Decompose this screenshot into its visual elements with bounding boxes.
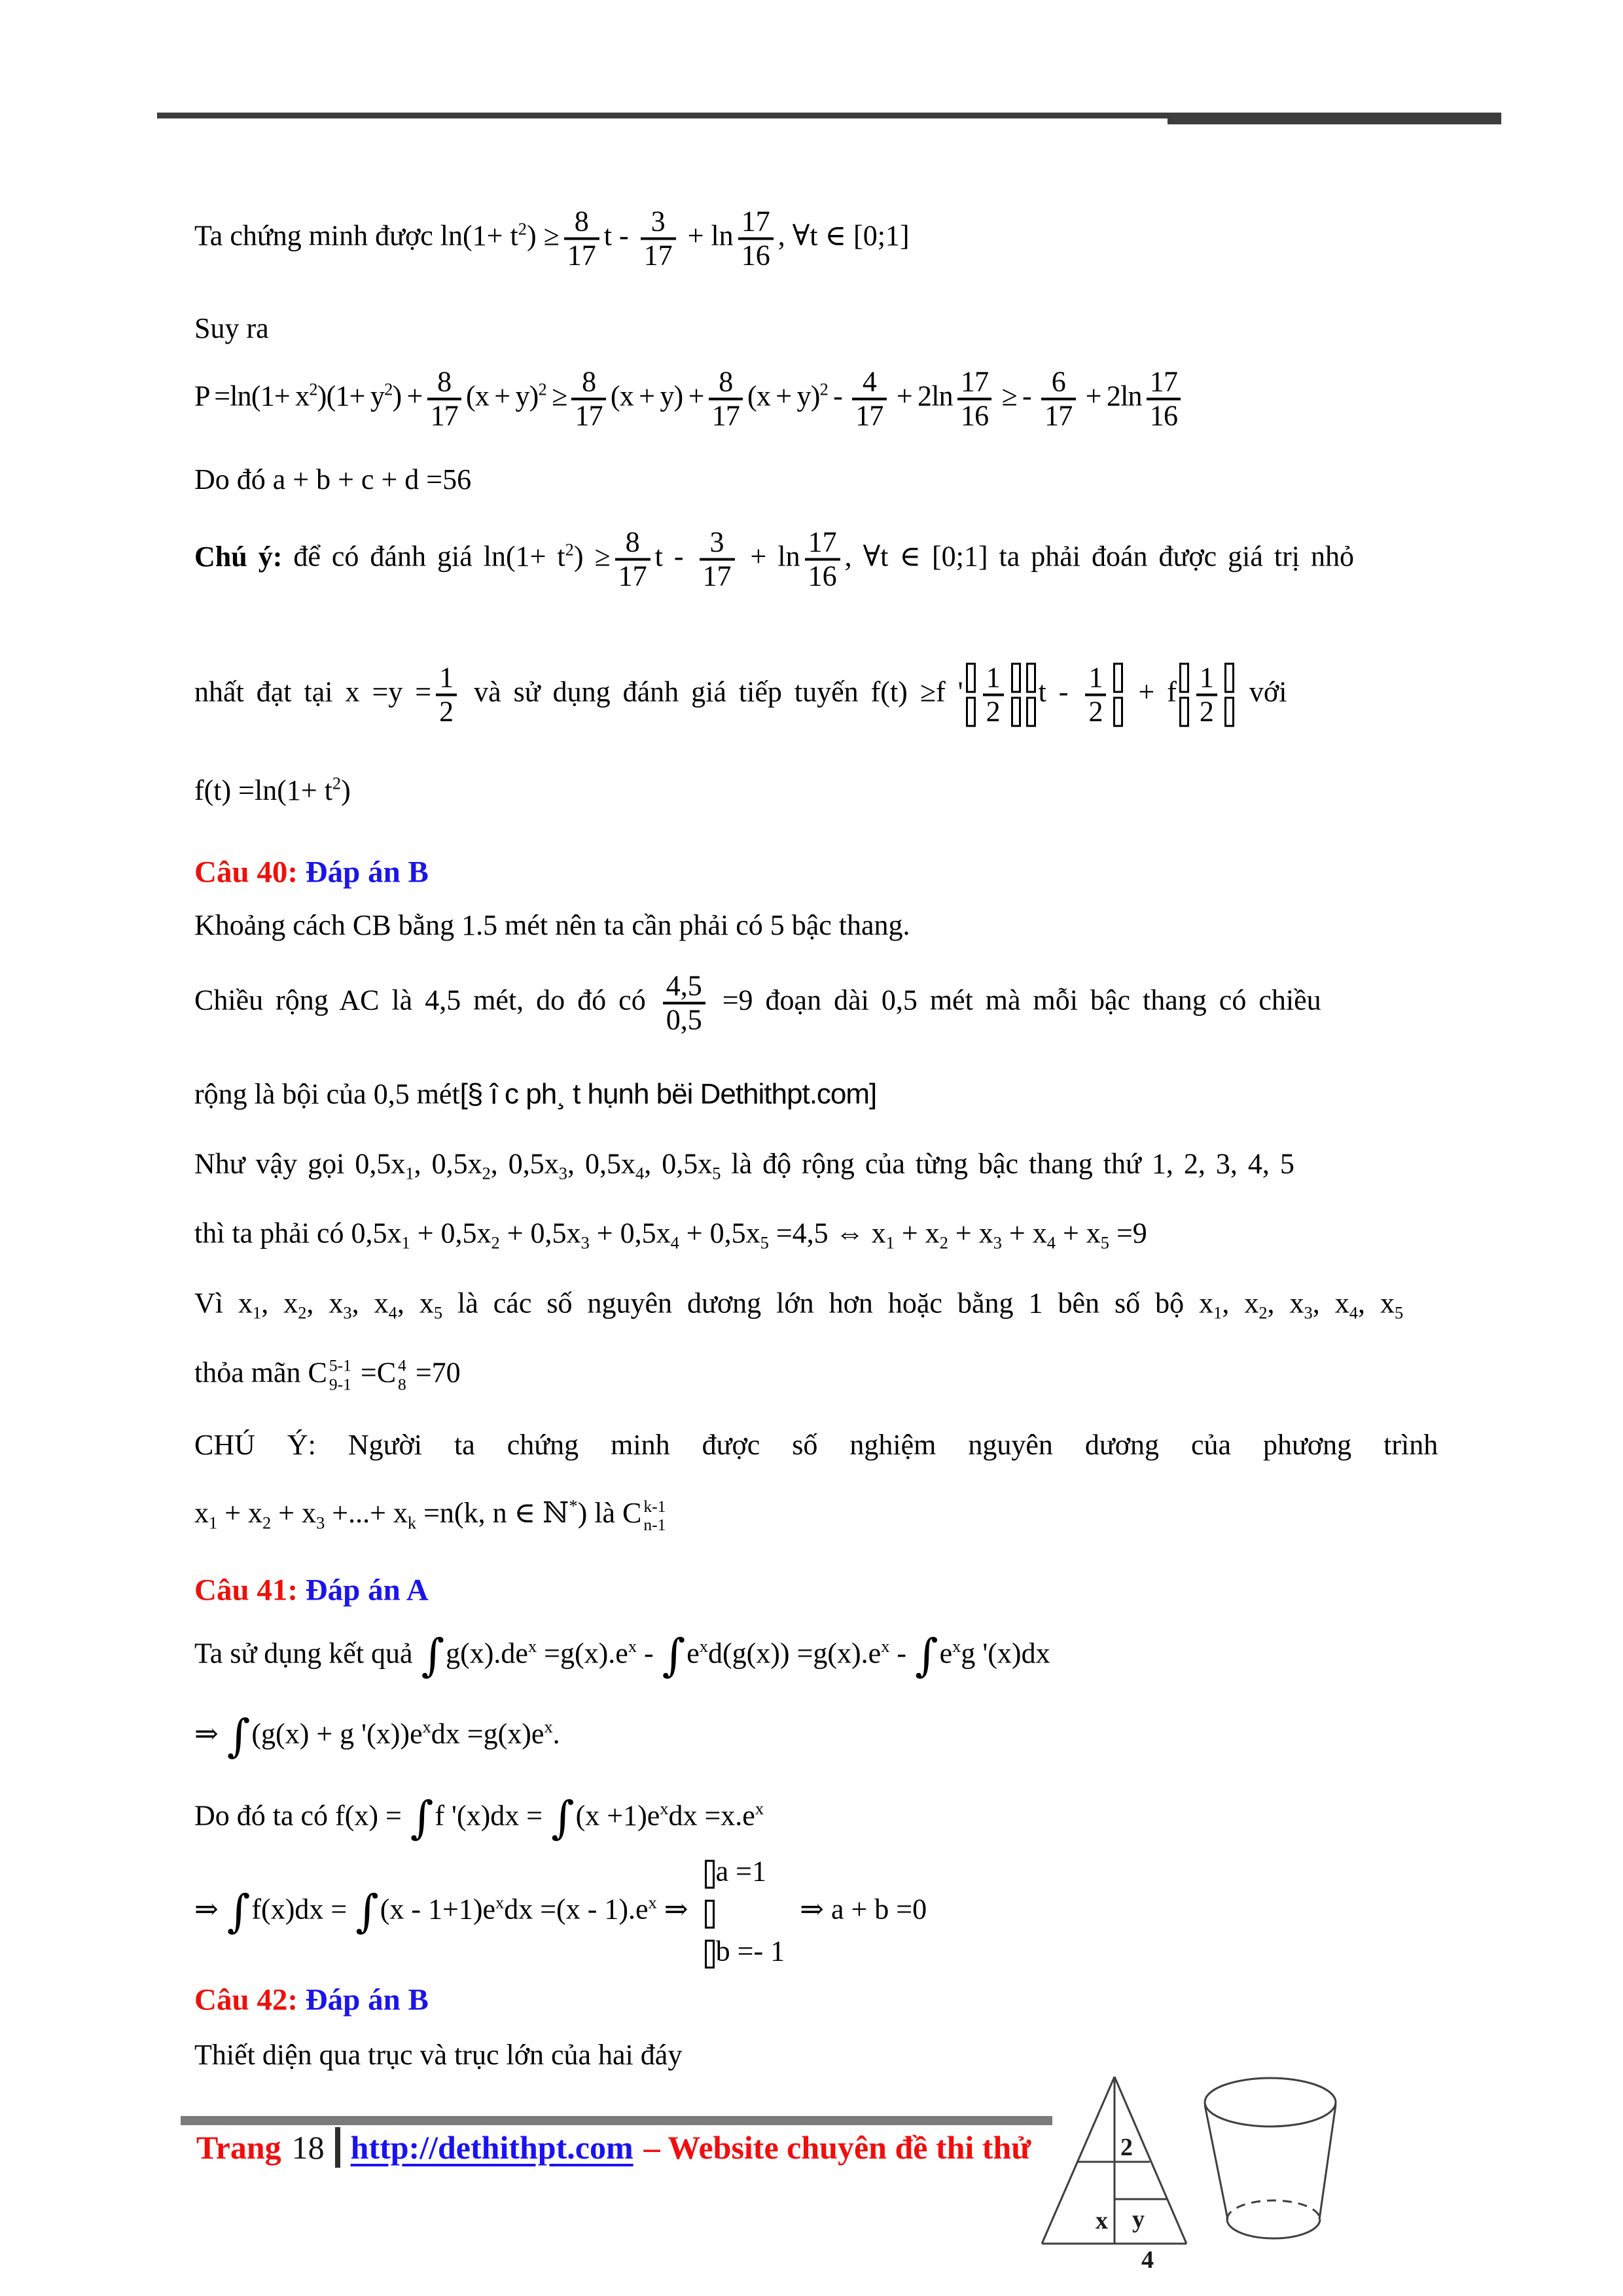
fraction-numerator: 1: [983, 662, 1004, 696]
fraction-denominator: 17: [430, 400, 458, 432]
text-segment: Như vậy gọi $0,5x_1$, $0,5x_2$, $0,5x_3$, $0,5x_4$, $0,5x_5$ là độ rộng của từng bậc thang thứ 1, 2, 3, 4, 5: [194, 1147, 1294, 1183]
superscript: 2: [819, 379, 828, 399]
text-segment: Suy ra: [194, 312, 269, 345]
fraction-denominator: 16: [960, 400, 989, 432]
text-segment: [§ î c ph¸ t hụnh bëi Dethithpt.com]: [459, 1078, 877, 1111]
missing-glyph-delimiter: [966, 663, 976, 727]
subscript: 1: [401, 1232, 410, 1253]
frustum-bottom-arc-solid: [1227, 2219, 1320, 2238]
superscript: x: [699, 1636, 708, 1657]
superscript: 2: [565, 539, 574, 560]
superscript: x: [648, 1892, 657, 1912]
missing-glyph-delimiter: [1011, 663, 1021, 727]
fraction-denominator: 17: [702, 560, 732, 592]
text-segment: nhất đạt tại x =y = $\frac{1}{2}$ và sử dụng đánh giá tiếp tuyến f(t) ≥f ' $\frac{1}{2}$ t - $\frac{1}{2}$ + f $\frac{1}{2}$ với: [194, 661, 1287, 728]
superscript: x: [628, 1636, 637, 1657]
fraction-denominator: 2: [986, 696, 1001, 728]
integral-sign: ∫: [226, 1710, 251, 1763]
integral-sign: ∫: [355, 1886, 379, 1939]
superscript: x: [755, 1799, 764, 1819]
missing-glyph-box: [705, 1939, 715, 1968]
text-segment: Khoảng cách CB bằng 1.5 mét nên ta cần phải có 5 bậc thang.: [194, 909, 910, 942]
subscript: 3: [580, 1232, 590, 1253]
solution-line-9: [194, 971, 1321, 1037]
superscript: 2: [518, 219, 527, 239]
solution-line-14: [194, 1355, 461, 1393]
subscript: 5: [712, 1163, 721, 1183]
fraction: [564, 206, 599, 272]
fraction-numerator: 17: [957, 367, 991, 401]
text-segment: thỏa mãn C 5-1 9-1 =C 4 8 =70: [194, 1355, 461, 1394]
fraction-numerator: 1: [436, 662, 457, 696]
fraction: [436, 662, 457, 728]
fraction-denominator: 17: [575, 400, 603, 432]
solution-line-18: [194, 1710, 560, 1763]
superscript: x: [881, 1636, 890, 1657]
fraction: [1147, 367, 1181, 433]
fraction: [615, 527, 651, 593]
subscript: 5: [1100, 1232, 1109, 1253]
missing-glyph-delimiter: [1179, 663, 1189, 727]
solution-line-11: [194, 1146, 1294, 1183]
fraction: [1085, 662, 1106, 728]
subscript: 1: [209, 1513, 218, 1533]
missing-glyph-delimiter: [1113, 663, 1123, 727]
fraction-denominator: 17: [567, 240, 596, 272]
subscript: k: [407, 1513, 417, 1533]
fraction-numerator: 17: [805, 527, 840, 561]
superscript: 2: [384, 379, 393, 399]
subscript: 2: [939, 1232, 948, 1253]
subscript: 4: [1046, 1232, 1056, 1253]
fraction-numerator: 4,5: [663, 971, 705, 1005]
subscript: 1: [1213, 1302, 1222, 1323]
text-segment: Câu 40:: [194, 855, 298, 889]
solution-line-13: [194, 1285, 1403, 1323]
footer-separator: [335, 2127, 340, 2168]
superscript: x: [495, 1892, 505, 1912]
text-segment: Ta chứng minh được $\ln(1+ t^2)$ ≥ $\frac{8}{17}$ t - $\frac{3}{17}$ + ln $\frac{17}{16}$ , ∀t ∈ [0;1]: [194, 205, 910, 272]
fraction-denominator: 17: [855, 400, 883, 432]
fraction-denominator: 17: [643, 240, 673, 272]
text-segment: ⇒ $\int f(x)dx = \int(x - 1+1)e^xdx =(x - 1).e^x$ ⇒ a =1 b =- 1 ⇒ a + b =0: [194, 1855, 927, 1967]
footer-page-number: 18: [291, 2129, 325, 2166]
subscript: 2: [482, 1163, 491, 1183]
footer-divider-bar: [181, 2116, 1052, 2125]
text-segment: Chiều rộng AC là 4,5 mét, do đó có $\frac{4,5}{0,5}$ =9 đoạn dài 0,5 mét mà mỗi bậc thang có chiều: [194, 969, 1321, 1036]
integral-sign: ∫: [551, 1792, 575, 1844]
integral-sign: ∫: [915, 1630, 938, 1682]
solution-line-16: [194, 1496, 668, 1535]
fraction-denominator: 2: [1199, 696, 1214, 728]
frustum-bottom-arc-dashed: [1227, 2200, 1320, 2219]
fraction-numerator: 8: [571, 367, 605, 401]
fraction-numerator: 8: [427, 367, 461, 401]
subscript: 1: [885, 1232, 895, 1253]
subscript: 1: [405, 1163, 414, 1183]
solution-line-8: [194, 908, 910, 943]
fraction-numerator: 1: [1196, 662, 1217, 696]
fraction-numerator: 8: [564, 206, 599, 240]
fraction-denominator: 17: [618, 560, 647, 592]
text-segment: Do đó ta có f(x) = ∫f '$(x)dx = \int(x +1)e^xdx =x.e^x$: [194, 1792, 764, 1844]
figure-label-x: x: [1096, 2207, 1108, 2234]
fraction: [641, 206, 676, 272]
frustum-left-side: [1205, 2105, 1228, 2219]
solution-line-12: [194, 1215, 1147, 1253]
superscript: x: [544, 1717, 553, 1737]
missing-glyph-box: [705, 1860, 715, 1889]
figure-label-base: 4: [1141, 2246, 1154, 2274]
frustum-right-side: [1319, 2105, 1336, 2219]
fraction: [738, 206, 774, 272]
fraction: [852, 367, 886, 433]
subscript: 4: [1349, 1302, 1358, 1323]
superscript: x: [422, 1717, 431, 1737]
subscript: 3: [1304, 1302, 1313, 1323]
text-segment: thì ta phải có $0,5x_1 + 0,5x_2 + 0,5x_3 + 0,5x_4 + 0,5x_5 =4,5$ ⇔ $x_1 + x_2 + x_3 + x_4 + x_5 =9$: [194, 1217, 1147, 1253]
missing-glyph-box: [705, 1899, 715, 1928]
text-segment: CHÚ Ý: Người ta chứng minh được số nghiệm nguyên dương của phương trình: [194, 1429, 1438, 1462]
text-segment: Câu 42:: [194, 1982, 298, 2017]
fraction: [1041, 367, 1075, 433]
solution-line-5: [194, 527, 1354, 593]
solution-line-2: [194, 311, 269, 346]
text-segment: để có đánh giá $\ln(1+ t^2)$ ≥ $\frac{8}{17}$ t - $\frac{3}{17}$ + ln $\frac{17}{16}$ , ∀t ∈ [0;1] ta phải đoán được giá trị nhỏ: [282, 526, 1355, 592]
fraction: [957, 367, 991, 433]
fraction-numerator: 17: [738, 206, 774, 240]
fraction-numerator: 6: [1041, 367, 1075, 401]
solution-line-17: [194, 1630, 1050, 1682]
subscript: 3: [558, 1163, 567, 1183]
fraction-numerator: 3: [700, 527, 735, 561]
fraction-denominator: 16: [741, 240, 770, 272]
stacked-scripts: 4 8: [398, 1355, 406, 1394]
subscript: 4: [670, 1232, 679, 1253]
solution-line-20: [194, 1857, 927, 1969]
solution-line-19: [194, 1792, 764, 1844]
fraction-denominator: 17: [711, 400, 740, 432]
text-segment: Đáp án A: [297, 1573, 429, 1607]
footer-link[interactable]: http://dethithpt.com: [350, 2129, 633, 2166]
solution-line-3: [194, 367, 1185, 433]
text-segment: Đáp án B: [297, 855, 429, 889]
subscript: 1: [253, 1302, 262, 1323]
fraction-numerator: 4: [852, 367, 886, 401]
header-rule-segment: [1168, 118, 1501, 124]
text-segment: Chú ý:: [194, 541, 283, 573]
subscript: 4: [635, 1163, 645, 1183]
superscript: 2: [538, 379, 546, 399]
solution-line-7: [194, 773, 351, 808]
footer-tagline: – Website chuyên đề thi thử: [643, 2129, 1031, 2166]
figure-label-y: y: [1132, 2206, 1145, 2233]
fraction-numerator: 1: [1085, 662, 1106, 696]
question-40-heading: [194, 853, 429, 891]
subscript: 2: [491, 1232, 500, 1253]
subscript: 5: [760, 1232, 769, 1253]
text-segment: Thiết diện qua trục và trục lớn của hai đáy: [194, 2039, 683, 2072]
subscript: 2: [298, 1302, 307, 1323]
subscript: 3: [343, 1302, 352, 1323]
fraction: [1196, 662, 1217, 728]
text-segment: ⇒ ∫(g(x) + g '$(x))e^xdx =g(x)e^x$.: [194, 1710, 560, 1763]
missing-glyph-delimiter: [1224, 663, 1234, 727]
solution-line-21: [194, 2037, 682, 2073]
missing-glyph-delimiter: [1026, 663, 1036, 727]
subscript: 4: [388, 1302, 397, 1323]
figure-label-half-width: 2: [1120, 2134, 1133, 2161]
text-segment: Do đó a + b + c + d =56: [194, 463, 472, 496]
fraction: [663, 971, 705, 1037]
fraction-denominator: 2: [439, 696, 454, 728]
solution-line-15: [194, 1427, 1438, 1463]
fraction-denominator: 17: [1044, 400, 1073, 432]
superscript: x: [527, 1636, 537, 1657]
text-segment: Câu 41:: [194, 1573, 298, 1607]
text-segment: $P =\ln(1+ x^2)(1+ y^2)$ + $\frac{8}{17}$ $(x + y)^2$ ≥ $\frac{8}{17}$ (x + y) + $\frac{8}{17}$ $(x + y)^2$ - $\frac{4}{17}$ + 2ln $\frac{17}{16}$ ≥ - $\frac{6}{17}$ + 2ln $\frac{17}{16}$: [194, 380, 1185, 412]
subscript: 2: [1258, 1302, 1268, 1323]
stacked-scripts: 5-1 9-1: [329, 1355, 351, 1394]
text-segment: rộng là bội của 0,5 mét: [194, 1078, 460, 1111]
text-segment: Vì $x_1$, $x_2$, $x_3$, $x_4$, $x_5$ là các số nguyên dương lớn hơn hoặc bằng 1 bên số bộ $x_1$, $x_2$, $x_3$, $x_4$, $x_5$: [194, 1287, 1404, 1323]
superscript: *: [569, 1496, 578, 1516]
cone-frustum-figure: [1021, 2019, 1518, 2296]
superscript: x: [952, 1636, 961, 1657]
fraction: [571, 367, 605, 433]
solution-line-6: [194, 662, 1287, 728]
fraction-numerator: 3: [641, 206, 676, 240]
stacked-scripts: k-1 n-1: [643, 1496, 666, 1535]
integral-sign: ∫: [410, 1792, 434, 1844]
fraction-numerator: 8: [615, 527, 651, 561]
fraction: [983, 662, 1004, 728]
fraction: [700, 527, 735, 593]
fraction: [805, 527, 840, 593]
superscript: x: [660, 1799, 669, 1819]
subscript: 5: [1394, 1302, 1404, 1323]
text-segment: $x_1 + x_2 + x_3$ +...+ $x_k =n(k$, n ∈ ℕ*) là C k-1 n-1: [194, 1496, 666, 1535]
integral-sign: ∫: [421, 1630, 445, 1682]
subscript: 3: [993, 1232, 1002, 1253]
fraction: [709, 367, 743, 433]
footer-page-label: Trang: [196, 2129, 281, 2166]
solution-line-4: [194, 462, 471, 497]
text-segment: Ta sử dụng kết quả $\int g(x).de^x =g(x).e^x - \int e^xd(g(x)) =g(x).e^x - \int e^xg$ '(x)dx: [194, 1630, 1050, 1682]
fraction-denominator: 2: [1088, 696, 1103, 728]
subscript: 3: [316, 1513, 325, 1533]
equation-system: a =1 b =- 1: [704, 1857, 785, 1969]
superscript: 2: [332, 773, 342, 793]
fraction-numerator: 17: [1147, 367, 1181, 401]
solution-line-1: [194, 206, 910, 272]
question-42-heading: [194, 1981, 429, 2018]
fraction-denominator: 0,5: [666, 1004, 702, 1036]
fraction-numerator: 8: [709, 367, 743, 401]
fraction-denominator: 16: [808, 560, 837, 592]
page-footer: [196, 2127, 1031, 2168]
fraction-denominator: 16: [1149, 400, 1178, 432]
solution-line-10: [194, 1077, 876, 1112]
text-segment: $f(t) =\ln(1+ t^2)$: [194, 773, 351, 807]
text-segment: Đáp án B: [297, 1982, 429, 2017]
subscript: 2: [262, 1513, 272, 1533]
question-41-heading: [194, 1571, 429, 1609]
frustum-top-ellipse: [1205, 2078, 1336, 2126]
subscript: 5: [433, 1302, 443, 1323]
integral-sign: ∫: [226, 1886, 251, 1939]
integral-sign: ∫: [662, 1630, 686, 1682]
header-rule: [157, 113, 1501, 118]
superscript: 2: [309, 379, 317, 399]
fraction: [427, 367, 461, 433]
